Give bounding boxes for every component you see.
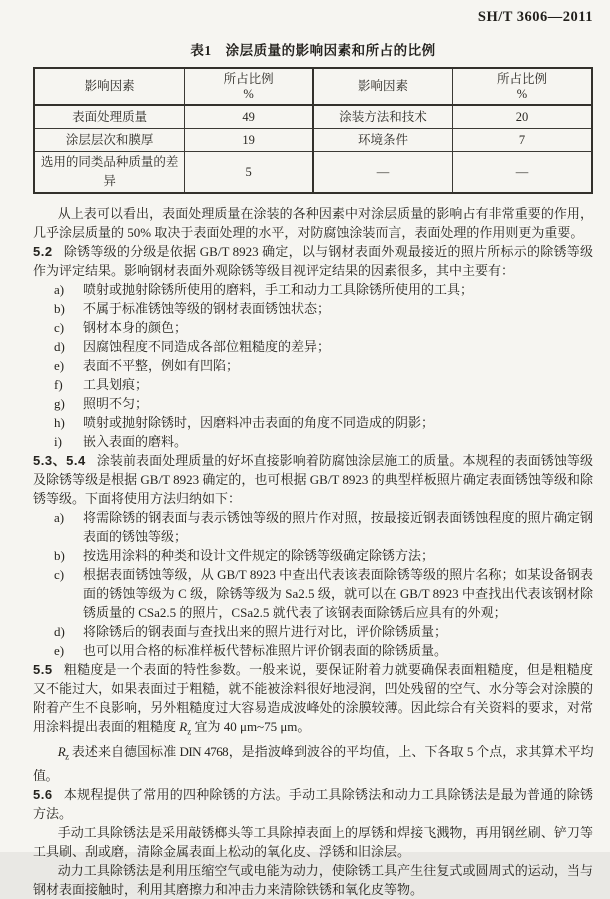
table-cell: — (452, 152, 592, 194)
list-item (54, 299, 593, 318)
clause-number: 5.5 (33, 662, 53, 677)
list-item (54, 280, 593, 299)
list-item-label: a) (54, 282, 65, 297)
list-item (54, 546, 593, 565)
list-item-label: b) (54, 301, 65, 316)
table-cell: 19 (185, 129, 313, 152)
roughness-symbol-base: R (179, 719, 188, 734)
roughness-symbol-sub: z (187, 726, 192, 737)
para-text: 表述来自德国标准 DIN 4768，是指波峰到波谷的平均值，上、下各取 5 个点，求其算术平均值。 (33, 743, 593, 784)
clause-number: 5.3、5.4 (33, 453, 86, 468)
list-item (54, 508, 593, 546)
list-item-label: e) (54, 358, 65, 373)
table-cell: 涂装方法和技术 (313, 105, 453, 129)
table-row (34, 152, 592, 194)
clause-5-3-list (33, 508, 593, 660)
list-item-text: 钢材本身的颜色； (83, 320, 188, 335)
table-cell: — (313, 152, 453, 194)
doc-number: SH/T 3606—2011 (477, 9, 593, 25)
clause-text: 本规程提供了常用的四种除锈的方法。手动工具除锈法和动力工具除锈法是最为普通的除锈方法。 (33, 787, 593, 822)
influence-factors-table (33, 67, 593, 194)
table-header-proportion-label: 所占比例 (496, 71, 547, 86)
clause-5-2-list (33, 280, 593, 451)
list-item-label: c) (54, 567, 65, 582)
list-item (54, 318, 593, 337)
list-item-label: d) (54, 624, 65, 639)
list-item-label: h) (54, 415, 65, 430)
table-header-factor-right: 影响因素 (313, 68, 453, 105)
list-item-text: 将需除锈的钢表面与表示锈蚀等级的照片作对照，按最接近钢表面锈蚀程度的照片确定钢表面的锈蚀等级； (83, 510, 593, 544)
list-item-text: 照明不匀； (83, 396, 149, 411)
list-item-text: 按选用涂料的种类和设计文件规定的除锈等级确定除锈方法； (83, 548, 435, 563)
list-item-text: 工具划痕； (83, 377, 149, 392)
table-cell: 环境条件 (313, 129, 453, 152)
list-item-text: 嵌入表面的磨料。 (83, 434, 188, 449)
list-item (54, 565, 593, 622)
table-cell: 涂层层次和膜厚 (34, 129, 185, 152)
list-item (54, 432, 593, 451)
clause-text: 涂装前表面处理质量的好坏直接影响着防腐蚀涂层施工的质量。本规程的表面锈蚀等级及除锈等级是根据 GB/T 8923 确定的，也可根据 GB/T 8923 的典型样板照片确定表面锈蚀等级和除锈等级。下面将使用方法归纳如下： (33, 453, 593, 506)
list-item-label: g) (54, 396, 65, 411)
table-header-proportion-unit: % (243, 86, 254, 101)
list-item (54, 413, 593, 432)
list-item-text: 表面不平整，例如有凹陷； (83, 358, 240, 373)
para-power-tool: 动力工具除锈法是利用压缩空气或电能为动力，使除锈工具产生往复式或圆周式的运动，当与钢材表面接触时，利用其磨擦力和冲击力来清除铁锈和氧化皮等物。 (33, 863, 593, 898)
table-header-proportion-left (185, 68, 313, 105)
list-item-text: 因腐蚀程度不同造成各部位粗糙度的差异； (83, 339, 331, 354)
list-item-label: i) (54, 434, 62, 449)
clause-number: 5.6 (33, 787, 53, 803)
table-header-proportion-right (452, 68, 592, 105)
table-row (34, 129, 592, 152)
table-header-proportion-unit: % (516, 86, 528, 101)
table-cell: 5 (185, 152, 313, 194)
list-item (54, 337, 593, 356)
table-row (34, 105, 592, 129)
list-item (54, 375, 593, 394)
clause-number: 5.2 (33, 244, 53, 259)
clause-5-2 (33, 242, 593, 280)
list-item-text: 根据表面锈蚀等级，从 GB/T 8923 中查出代表该表面除锈等级的照片名称；如某设备钢表面的锈蚀等级为 C 级，除锈等级为 Sa2.5 级，就可以在 GB/T 8923 中查找出代表该钢材除锈质量的 CSa2.5 的照片，CSa2.5 就代表了该钢表面除锈后应具有的外观； (83, 567, 593, 620)
list-item-label: a) (54, 510, 65, 525)
roughness-symbol-sub: z (65, 751, 69, 762)
list-item (54, 622, 593, 641)
list-item-text: 喷射或抛射除锈时，因磨料冲击表面的角度不同造成的阴影； (83, 415, 435, 430)
table-cell: 表面处理质量 (34, 105, 185, 129)
list-item-text: 喷射或抛射除锈所使用的磨料，手工和动力工具除锈所使用的工具； (83, 282, 474, 297)
roughness-symbol (57, 743, 69, 762)
list-item (54, 356, 593, 375)
list-item (54, 394, 593, 413)
table-cell: 7 (452, 129, 592, 152)
clause-text: 宜为 40 μm~75 μm。 (191, 719, 311, 734)
table-caption: 表1 涂层质量的影响因素和所占的比例 (190, 43, 436, 58)
table-header-proportion-label: 所占比例 (223, 71, 274, 86)
list-item-text: 也可以用合格的标准样板代替标准照片评价钢表面的除锈质量。 (83, 643, 448, 658)
clause-5-3-5-4 (33, 451, 593, 508)
clause-text: 除锈等级的分级是依据 GB/T 8923 确定，以与钢材表面外观最接近的照片所标示的除锈等级作为评定结果。影响钢材表面外观除锈等级目视评定结果的因素很多，其中主要有： (33, 244, 593, 278)
para-rz-definition (33, 742, 593, 786)
list-item-text: 将除锈后的钢表面与查找出来的照片进行对比，评价除锈质量； (83, 624, 448, 639)
list-item-label: c) (54, 320, 65, 335)
table-header-row (34, 68, 592, 105)
list-item (54, 641, 593, 660)
table-cell: 49 (185, 105, 313, 129)
list-item-label: b) (54, 548, 65, 563)
list-item-label: f) (54, 377, 63, 392)
clause-5-5 (33, 660, 593, 742)
para-table-summary: 从上表可以看出，表面处理质量在涂装的各种因素中对涂层质量的影响占有非常重要的作用，几乎涂层质量的 50% 取决于表面处理的水平，对防腐蚀涂装而言，表面处理的作用则更为重要。 (33, 206, 593, 240)
list-item-text: 不属于标准锈蚀等级的钢材表面锈蚀状态； (83, 301, 331, 316)
clause-text: 粗糙度是一个表面的特性参数。一般来说，要保证附着力就要确保表面粗糙度，但是粗糙度又不能过大，如果表面过于粗糙，就不能被涂料很好地浸润，凹处残留的空气、水分等会对涂膜的附着产生不良影响，另外粗糙度过大容易造成波峰处的涂膜较薄。因此综合有关资料的要求，对常用涂料提出表面的粗糙度 (33, 662, 593, 734)
table-cell: 选用的同类品种质量的差异 (34, 152, 185, 194)
roughness-symbol-base: R (57, 743, 66, 759)
table-header-factor-left: 影响因素 (34, 68, 185, 105)
list-item-label: e) (54, 643, 65, 658)
table-cell: 20 (452, 105, 592, 129)
list-item-label: d) (54, 339, 65, 354)
roughness-symbol (179, 719, 192, 737)
clause-5-6 (33, 785, 593, 823)
para-manual-tool: 手动工具除锈法是采用敲锈榔头等工具除掉表面上的厚锈和焊接飞溅物，再用钢丝刷、铲刀等工具刷、刮或磨，清除金属表面上松动的氧化皮、浮锈和旧涂层。 (33, 825, 593, 860)
